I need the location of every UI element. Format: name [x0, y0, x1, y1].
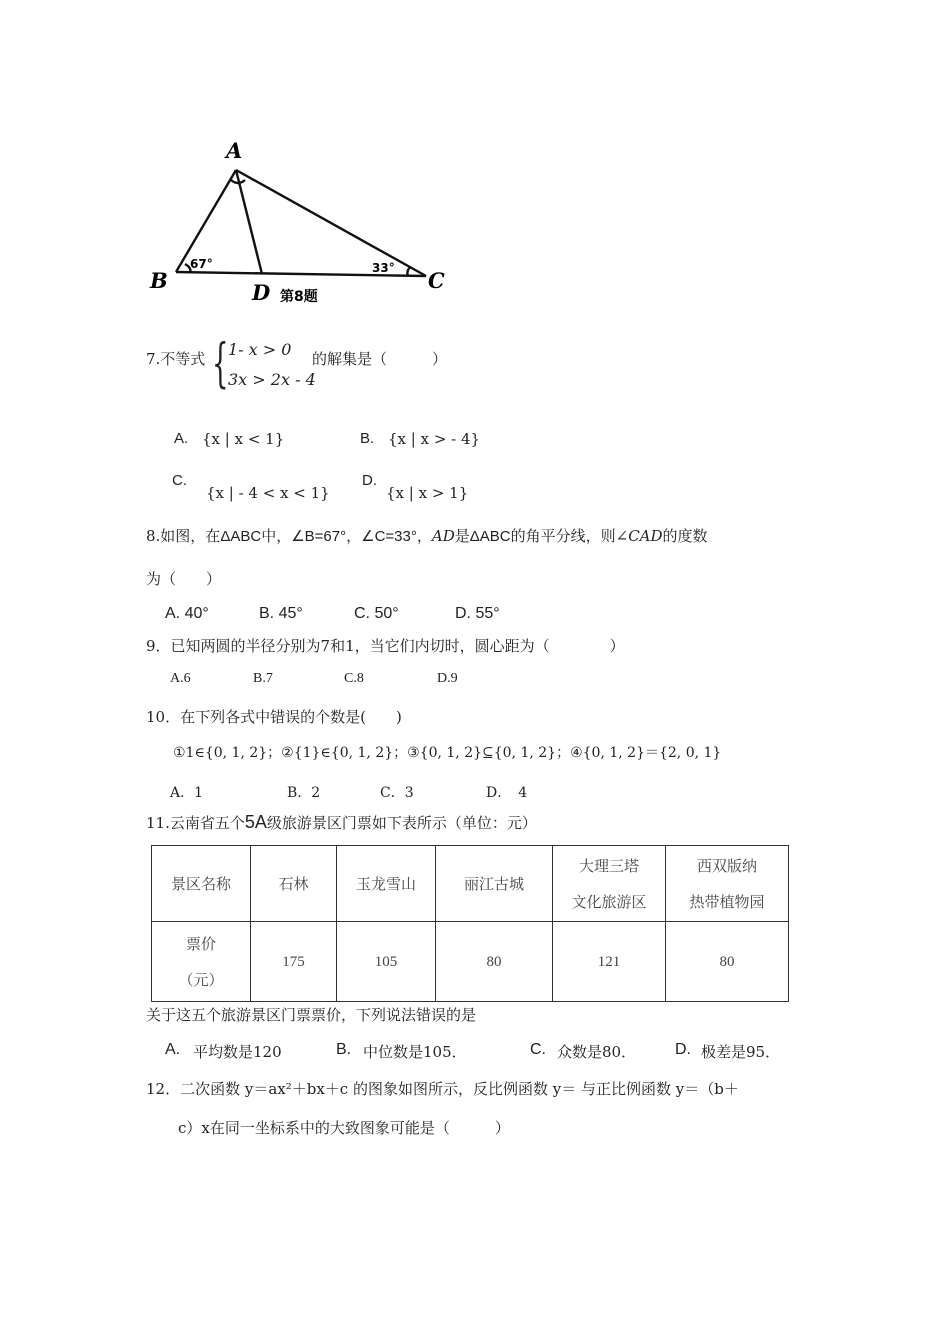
q7-option-d: {x | x > 1}: [386, 484, 469, 502]
header-cell: [666, 846, 789, 922]
figure-caption: 第8题: [280, 289, 318, 305]
q11-option-b: 中位数是105．: [363, 1043, 467, 1061]
q9-option-a: A.6: [170, 671, 191, 686]
table-header-row: [152, 846, 789, 922]
row-label-line: （元）: [178, 970, 224, 989]
table-cell: 80: [666, 922, 789, 1002]
angle-b-label: 67°: [190, 257, 213, 271]
q7-line2: 3x > 2x - 4: [228, 370, 316, 389]
header-cell: [553, 846, 666, 922]
triangle-figure: [140, 138, 480, 313]
header-cell-line: 西双版纳: [696, 856, 757, 875]
vertex-a-label: A: [226, 138, 243, 163]
q7-option-c: {x | - 4 < x < 1}: [206, 484, 330, 502]
q8-sep-2: ，: [416, 527, 432, 545]
q8-text-3: 是: [454, 527, 470, 545]
q11-stem: [146, 812, 537, 833]
q11-option-d: 极差是95．: [701, 1043, 781, 1061]
q8-line2: 为（ ）: [146, 570, 222, 588]
q7-option-c-label: C.: [172, 472, 187, 489]
q11-option-a: 平均数是120: [193, 1043, 282, 1061]
q8-option-a: A. 40°: [165, 605, 209, 622]
q8-triangle-2: ΔABC: [469, 528, 511, 545]
header-cell-line: 热带植物园: [689, 892, 765, 911]
angle-c-label: 33°: [372, 261, 395, 275]
brace-icon: {: [212, 334, 229, 394]
row-label-line: 票价: [185, 934, 216, 953]
vertex-c-label: C: [428, 268, 445, 293]
q8-cad: ∠CAD: [615, 527, 663, 545]
header-label: 景区名称: [152, 846, 251, 922]
segment-ad: [236, 170, 262, 274]
q9-stem: 9．已知两圆的半径分别为7和1，当它们内切时，圆心距为（ ）: [146, 637, 625, 655]
q10-stem: 10．在下列各式中错误的个数是( ): [146, 708, 402, 726]
header-cell-line: 大理三塔: [578, 856, 639, 875]
header-cell-line: 文化旅游区: [571, 892, 647, 911]
q11-option-d-label: D.: [675, 1041, 691, 1058]
q10-option-c: C．3: [380, 785, 414, 801]
side-ac: [236, 170, 426, 276]
q7-option-b-label: B.: [360, 430, 375, 447]
q8-text-5: 的度数: [662, 527, 708, 545]
q7-option-a-label: A.: [174, 430, 189, 447]
vertex-b-label: B: [150, 268, 168, 293]
q10-option-b: B．2: [287, 785, 321, 801]
q8-triangle-1: ΔABC: [220, 528, 262, 545]
q8-text-1: 8.如图，在: [146, 527, 221, 545]
q8-angle-c: ∠C=33°: [361, 528, 417, 545]
q12-line2: c）x在同一坐标系中的大致图象可能是（ ）: [178, 1119, 510, 1137]
q10-option-d: D． 4: [486, 785, 528, 801]
table-cell: 175: [251, 922, 337, 1002]
q8-option-d: D. 55°: [455, 605, 500, 622]
header-cell: 丽江古城: [436, 846, 553, 922]
q9-option-b: B.7: [253, 671, 273, 686]
q11-level: 5A: [244, 812, 267, 832]
header-cell: 石林: [251, 846, 337, 922]
q11-option-c: 众数是80．: [557, 1043, 637, 1061]
q7-option-b: {x | x > - 4}: [388, 430, 481, 448]
table-row: [152, 922, 789, 1002]
q10-option-a: A．1: [170, 785, 204, 801]
q8-angle-b: ∠B=67°: [291, 528, 347, 545]
question-8-line1: [146, 525, 708, 546]
q8-sep-1: ，: [346, 527, 362, 545]
q9-option-c: C.8: [344, 671, 364, 686]
q7-option-d-label: D.: [362, 472, 377, 489]
q7-tail: 的解集是（ ）: [312, 350, 448, 368]
q11-after: 关于这五个旅游景区门票票价，下列说法错误的是: [146, 1006, 477, 1024]
q8-text-2: 中，: [261, 527, 292, 545]
q9-option-d: D.9: [437, 671, 458, 686]
q11-text-post: 级旅游景区门票如下表所示（单位：元）: [266, 814, 537, 832]
q8-ad: AD: [431, 527, 455, 545]
row-label: [152, 922, 251, 1002]
q11-option-a-label: A.: [165, 1041, 181, 1058]
q7-option-a: {x | x < 1}: [202, 430, 285, 448]
table-cell: 105: [337, 922, 436, 1002]
table-cell: 121: [553, 922, 666, 1002]
q8-option-c: C. 50°: [354, 605, 399, 622]
vertex-d-label: D: [252, 280, 271, 305]
q8-text-4: 的角平分线，则: [510, 527, 616, 545]
q10-items: ①1∈{0, 1, 2}；②{1}∈{0, 1, 2}；③{0, 1, 2}⊆{0, 1, 2}；④{0, 1, 2}＝{2, 0, 1}: [173, 745, 722, 761]
table-cell: 80: [436, 922, 553, 1002]
q8-option-b: B. 45°: [259, 605, 303, 622]
q11-option-c-label: C.: [530, 1041, 546, 1058]
ticket-price-table: [151, 845, 789, 1002]
q7-line1: 1- x > 0: [228, 340, 292, 359]
q12-line1: 12．二次函数 y＝ax²＋bx＋c 的图象如图所示，反比例函数 y＝ 与正比例函数 y＝（b＋: [146, 1080, 739, 1098]
header-cell: 玉龙雪山: [337, 846, 436, 922]
q7-stem: 7.不等式: [146, 350, 206, 368]
q11-option-b-label: B.: [336, 1041, 352, 1058]
q11-text-pre: 11.云南省五个: [146, 814, 245, 832]
